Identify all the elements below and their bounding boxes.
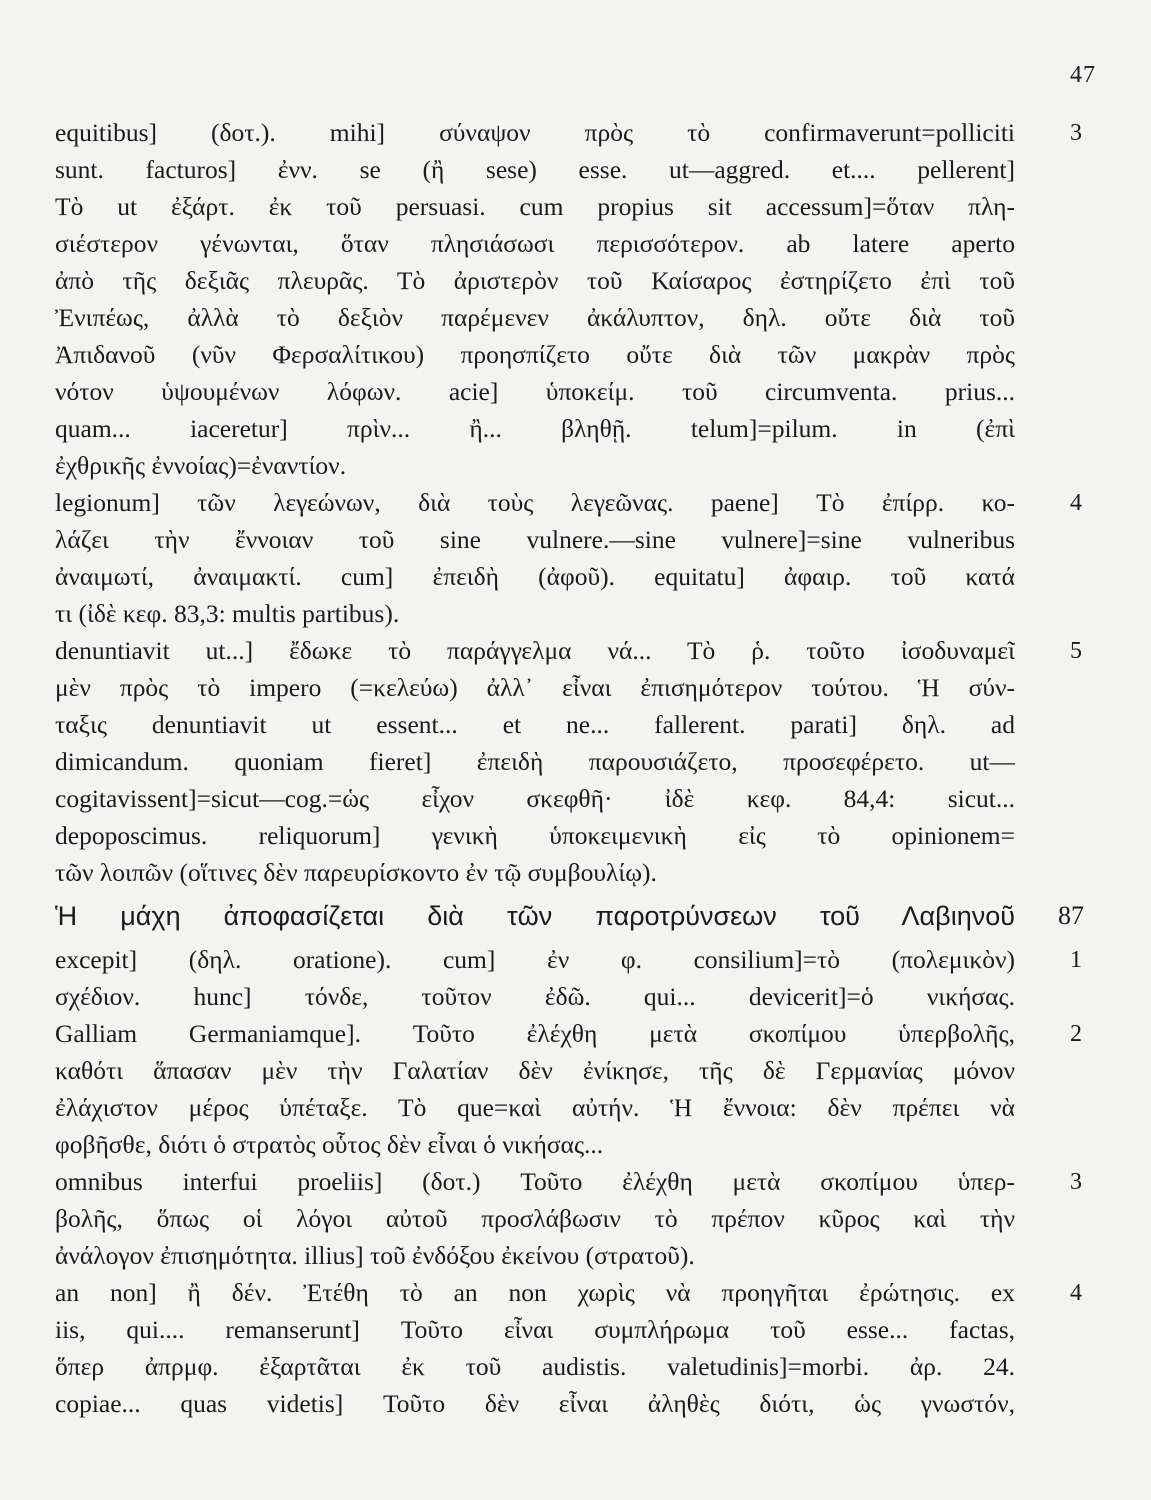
margin-number: 1 [1070, 947, 1082, 973]
margin-number: 2 [1070, 1021, 1082, 1047]
text-line: σιέστερον γένωνται, ὅταν πλησιάσωσι περισσότερον. ab latere aperto [55, 229, 1015, 258]
text-line: an non] ἢ δέν. Ἐτέθη τὸ an non χωρὶς νὰ προηγῆται ἐρώτησις. ex [55, 1278, 1015, 1307]
text-line: ὅπερ ἀπρμφ. ἐξαρτᾶται ἐκ τοῦ audistis. valetudinis]=morbi. ἀρ. 24. [55, 1352, 1015, 1381]
text-line: legionum] τῶν λεγεώνων, διὰ τοὺς λεγεῶνας. paene] Τὸ ἐπίρρ. κο- [55, 488, 1015, 517]
text-line: excepit] (δηλ. oratione). cum] ἐν φ. consilium]=τὸ (πολεμικὸν) [55, 945, 1015, 974]
text-line: ἀνάλογον ἐπισημότητα. illius] τοῦ ἐνδόξου ἐκείνου (στρατοῦ). [55, 1241, 695, 1270]
text-line: σχέδιον. hunc] τόνδε, τοῦτον ἐδῶ. qui... devicerit]=ὁ νικήσας. [55, 982, 1015, 1011]
text-line: denuntiavit ut...] ἔδωκε τὸ παράγγελμα νά... Τὸ ῥ. τοῦτο ἰσοδυναμεῖ [55, 636, 1015, 665]
text-line: φοβῆσθε, διότι ὁ στρατὸς οὗτος δὲν εἶναι ὁ νικήσας... [55, 1130, 604, 1159]
text-line: ἐχθρικῆς ἐννοίας)=ἐναντίον. [55, 451, 347, 480]
text-line: cogitavissent]=sicut—cog.=ὡς εἶχον σκεφθῆ· ἰδὲ κεφ. 84,4: sicut... [55, 784, 1015, 813]
text-line: depoposcimus. reliquorum] γενικὴ ὑποκειμενικὴ εἰς τὸ opinionem= [55, 821, 1015, 850]
margin-number: 4 [1070, 490, 1082, 516]
text-line: Ἀπιδανοῦ (νῦν Φερσαλίτικου) προησπίζετο οὔτε διὰ τῶν μακρὰν πρὸς [55, 340, 1015, 369]
text-line: quam... iaceretur] πρὶν... ἢ... βληθῇ. telum]=pilum. in (ἐπὶ [55, 414, 1015, 443]
text-line: sunt. facturos] ἐνν. se (ἢ sese) esse. ut—aggred. et.... pellerent] [55, 155, 1015, 184]
text-line: Galliam Germaniamque]. Τοῦτο ἐλέχθη μετὰ σκοπίμου ὑπερβολῆς, [55, 1019, 1015, 1048]
text-line: ἐλάχιστον μέρος ὑπέταξε. Τὸ que=καὶ αὐτήν. Ἡ ἔννοια: δὲν πρέπει νὰ [55, 1093, 1015, 1122]
text-line: ταξις denuntiavit ut essent... et ne... fallerent. parati] δηλ. ad [55, 710, 1015, 739]
chapter-number: 87 [1058, 901, 1084, 930]
margin-number: 5 [1070, 638, 1082, 664]
text-line: Τὸ ut ἐξάρτ. ἐκ τοῦ persuasi. cum propius sit accessum]=ὅταν πλη- [55, 192, 1015, 221]
text-line: λάζει τὴν ἔννοιαν τοῦ sine vulnere.—sine vulnere]=sine vulneribus [55, 525, 1015, 554]
text-line: τι (ἰδὲ κεφ. 83,3: multis partibus). [55, 599, 400, 628]
text-line: copiae... quas videtis] Τοῦτο δὲν εἶναι ἀληθὲς διότι, ὡς γνωστόν, [55, 1389, 1015, 1418]
text-line: καθότι ἅπασαν μὲν τὴν Γαλατίαν δὲν ἐνίκησε, τῆς δὲ Γερμανίας μόνον [55, 1056, 1015, 1085]
page-number: 47 [1070, 62, 1096, 88]
text-line: iis, qui.... remanserunt] Τοῦτο εἶναι συμπλήρωμα τοῦ esse... factas, [55, 1315, 1015, 1344]
text-line: omnibus interfui proeliis] (δοτ.) Τοῦτο ἐλέχθη μετὰ σκοπίμου ὑπερ- [55, 1167, 1015, 1196]
text-line: dimicandum. quoniam fieret] ἐπειδὴ παρουσιάζετο, προσεφέρετο. ut— [55, 747, 1015, 776]
text-line: νότον ὑψουμένων λόφων. acie] ὑποκείμ. τοῦ circumventa. prius... [55, 377, 1015, 406]
section-heading: Ἡ μάχη ἀποφασίζεται διὰ τῶν παροτρύνσεων τοῦ Λαβιηνοῦ [55, 901, 1015, 931]
text-line: μὲν πρὸς τὸ impero (=κελεύω) ἀλλ᾽ εἶναι ἐπισημότερον τούτου. Ἡ σύν- [55, 673, 1015, 702]
text-line: βολῆς, ὅπως οἱ λόγοι αὐτοῦ προσλάβωσιν τὸ πρέπον κῦρος καὶ τὴν [55, 1204, 1015, 1233]
text-line: ἀπὸ τῆς δεξιᾶς πλευρᾶς. Τὸ ἀριστερὸν τοῦ Καίσαρος ἐστηρίζετο ἐπὶ τοῦ [55, 266, 1015, 295]
text-line: equitibus] (δοτ.). mihi] σύναψον πρὸς τὸ confirmaverunt=polliciti [55, 118, 1015, 147]
text-line: ἀναιμωτί, ἀναιμακτί. cum] ἐπειδὴ (ἀφοῦ). equitatu] ἀφαιρ. τοῦ κατά [55, 562, 1015, 591]
margin-number: 3 [1070, 1169, 1082, 1195]
text-line: Ἐνιπέως, ἀλλὰ τὸ δεξιὸν παρέμενεν ἀκάλυπτον, δηλ. οὔτε διὰ τοῦ [55, 303, 1015, 332]
margin-number: 3 [1070, 120, 1082, 146]
text-line: τῶν λοιπῶν (οἵτινες δὲν παρευρίσκοντο ἐν τῷ συμβουλίῳ). [55, 858, 657, 887]
margin-number: 4 [1070, 1280, 1082, 1306]
